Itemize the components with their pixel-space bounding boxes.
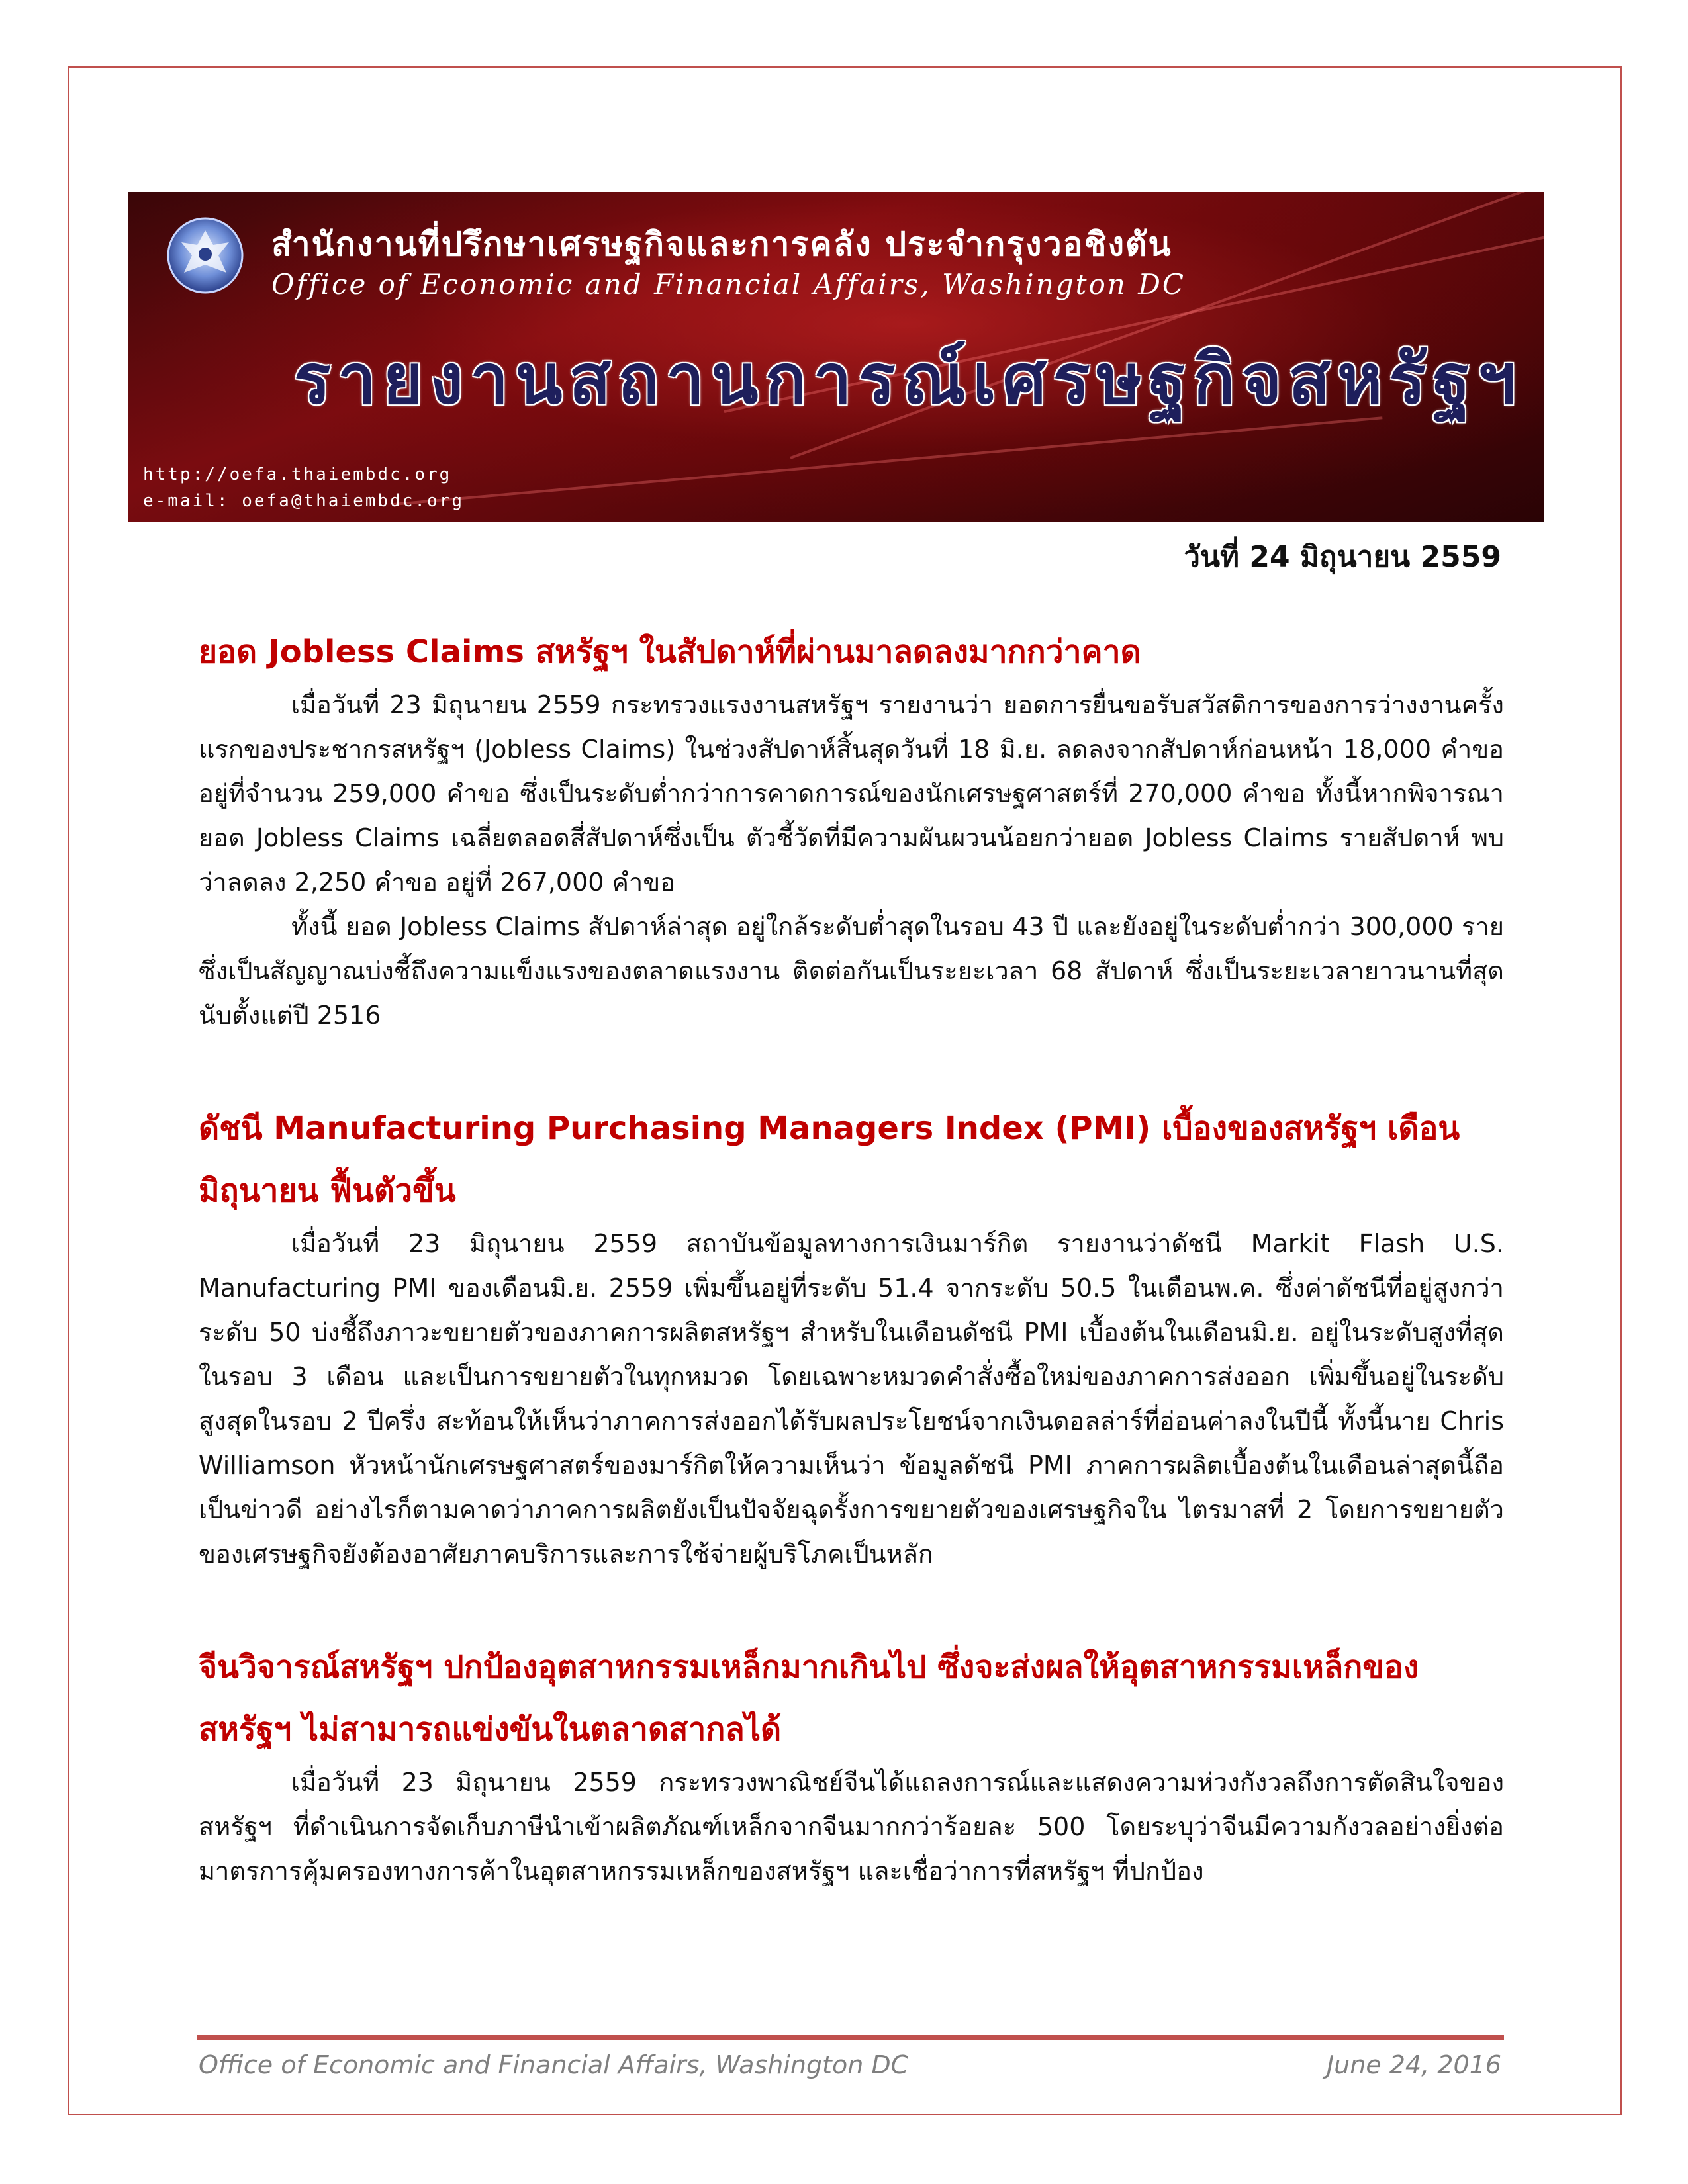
paragraph: เมื่อวันที่ 23 มิถุนายน 2559 กระทรวงแรงงานสหรัฐฯ รายงานว่า ยอดการยื่นขอรับสวัสดิการของการว่างงานครั้งแรกของประชากรสหรัฐฯ (Jobless Claims) ในช่วงสัปดาห์สิ้นสุดวันที่ 18 มิ.ย. ลดลงจากสัปดาห์ก่อนหน้า 18,000 คำขอ อยู่ที่จำนวน 259,000 คำขอ ซึ่งเป็นระดับต่ำกว่าการคาดการณ์ของนักเศรษฐศาสตร์ที่ 270,000 คำขอ ทั้งนี้หากพิจารณายอด Jobless Claims เฉลี่ยตลอดสี่สัปดาห์ซึ่งเป็น ตัวชี้วัดที่มีความผันผวนน้อยกว่ายอด Jobless Claims รายสัปดาห์ พบว่าลดลง 2,250 คำขอ อยู่ที่ 267,000 คำขอ (199, 690, 1504, 897)
section-heading-jobless-claims: ยอด Jobless Claims สหรัฐฯ ในสัปดาห์ที่ผ่านมาลดลงมากกว่าคาด (199, 633, 1141, 670)
footer-office: Office of Economic and Financial Affairs, Washington DC (199, 2050, 909, 2079)
section-heading-china-steel: จีนวิจารณ์สหรัฐฯ ปกป้องอุตสาหกรรมเหล็กมากเกินไป ซึ่งจะส่งผลให้อุตสาหกรรมเหล็กของสหรัฐฯ ไม่สามารถแข่งขันในตลาดสากลได้ (199, 1649, 1419, 1748)
section-heading-pmi: ดัชนี Manufacturing Purchasing Managers Index (PMI) เบื้องของสหรัฐฯ เดือนมิถุนายน ฟื้นตัวขึ้น (199, 1110, 1460, 1209)
footer-divider (197, 2035, 1504, 2040)
report-title: รายงานสถานการณ์เศรษฐกิจสหรัฐฯ (294, 339, 1523, 420)
office-name-thai: สำนักงานที่ปรึกษาเศรษฐกิจและการคลัง ประจำกรุงวอชิงตัน (271, 225, 1172, 263)
header-banner (128, 192, 1544, 522)
contact-email[interactable]: e-mail: oefa@thaiembdc.org (143, 491, 464, 511)
footer-date: June 24, 2016 (1326, 2050, 1501, 2079)
office-name-english: Office of Economic and Financial Affairs, Washington DC (271, 268, 1186, 300)
website-url[interactable]: http://oefa.thaiembdc.org (143, 465, 452, 484)
garuda-seal-icon (165, 216, 245, 295)
article-body (199, 621, 1504, 1893)
paragraph: ทั้งนี้ ยอด Jobless Claims สัปดาห์ล่าสุด อยู่ใกล้ระดับต่ำสุดในรอบ 43 ปี และยังอยู่ในระดับต่ำกว่า 300,000 ราย ซึ่งเป็นสัญญาณบ่งชี้ถึงความแข็งแรงของตลาดแรงงาน ติดต่อกันเป็นระยะเวลา 68 สัปดาห์ ซึ่งเป็นระยะเวลายาวนานที่สุดนับตั้งแต่ปี 2516 (199, 912, 1504, 1030)
section-gap (199, 1576, 1504, 1636)
paragraph: เมื่อวันที่ 23 มิถุนายน 2559 กระทรวงพาณิชย์จีนได้แถลงการณ์และแสดงความห่วงกังวลถึงการตัดสินใจของสหรัฐฯ ที่ดำเนินการจัดเก็บภาษีนำเข้าผลิตภัณฑ์เหล็กจากจีนมากกว่าร้อยละ 500 โดยระบุว่าจีนมีความกังวลอย่างยิ่งต่อมาตรการคุ้มครองทางการค้าในอุตสาหกรรมเหล็กของสหรัฐฯ และเชื่อว่าการที่สหรัฐฯ ที่ปกป้อง (199, 1768, 1504, 1886)
paragraph: เมื่อวันที่ 23 มิถุนายน 2559 สถาบันข้อมูลทางการเงินมาร์กิต รายงานว่าดัชนี Markit Flash U.S. Manufacturing PMI ของเดือนมิ.ย. 2559 เพิ่มขึ้นอยู่ที่ระดับ 51.4 จากระดับ 50.5 ในเดือนพ.ค. ซึ่งค่าดัชนีที่อยู่สูงกว่าระดับ 50 บ่งชี้ถึงภาวะขยายตัวของภาคการผลิตสหรัฐฯ สำหรับในเดือนดัชนี PMI เบื้องต้นในเดือนมิ.ย. อยู่ในระดับสูงที่สุดในรอบ 3 เดือน และเป็นการขยายตัวในทุกหมวด โดยเฉพาะหมวดคำสั่งซื้อใหม่ของภาคการส่งออก เพิ่มขึ้นอยู่ในระดับสูงสุดในรอบ 2 ปีครึ่ง สะท้อนให้เห็นว่าภาคการส่งออกได้รับผลประโยชน์จากเงินดอลล่าร์ที่อ่อนค่าลงในปีนี้ ทั้งนี้นาย Chris Williamson หัวหน้านักเศรษฐศาสตร์ของมาร์กิตให้ความเห็นว่า ข้อมูลดัชนี PMI ภาคการผลิตเบื้องต้นในเดือนล่าสุดนี้ถือเป็นข่าวดี อย่างไรก็ตามคาดว่าภาคการผลิตยังเป็นปัจจัยฉุดรั้งการขยายตัวของเศรษฐกิจใน ไตรมาสที่ 2 โดยการขยายตัวของเศรษฐกิจยังต้องอาศัยภาคบริการและการใช้จ่ายผู้บริโภคเป็นหลัก (199, 1229, 1504, 1569)
report-date: วันที่ 24 มิถุนายน 2559 (1184, 540, 1501, 574)
section-gap (199, 1038, 1504, 1097)
